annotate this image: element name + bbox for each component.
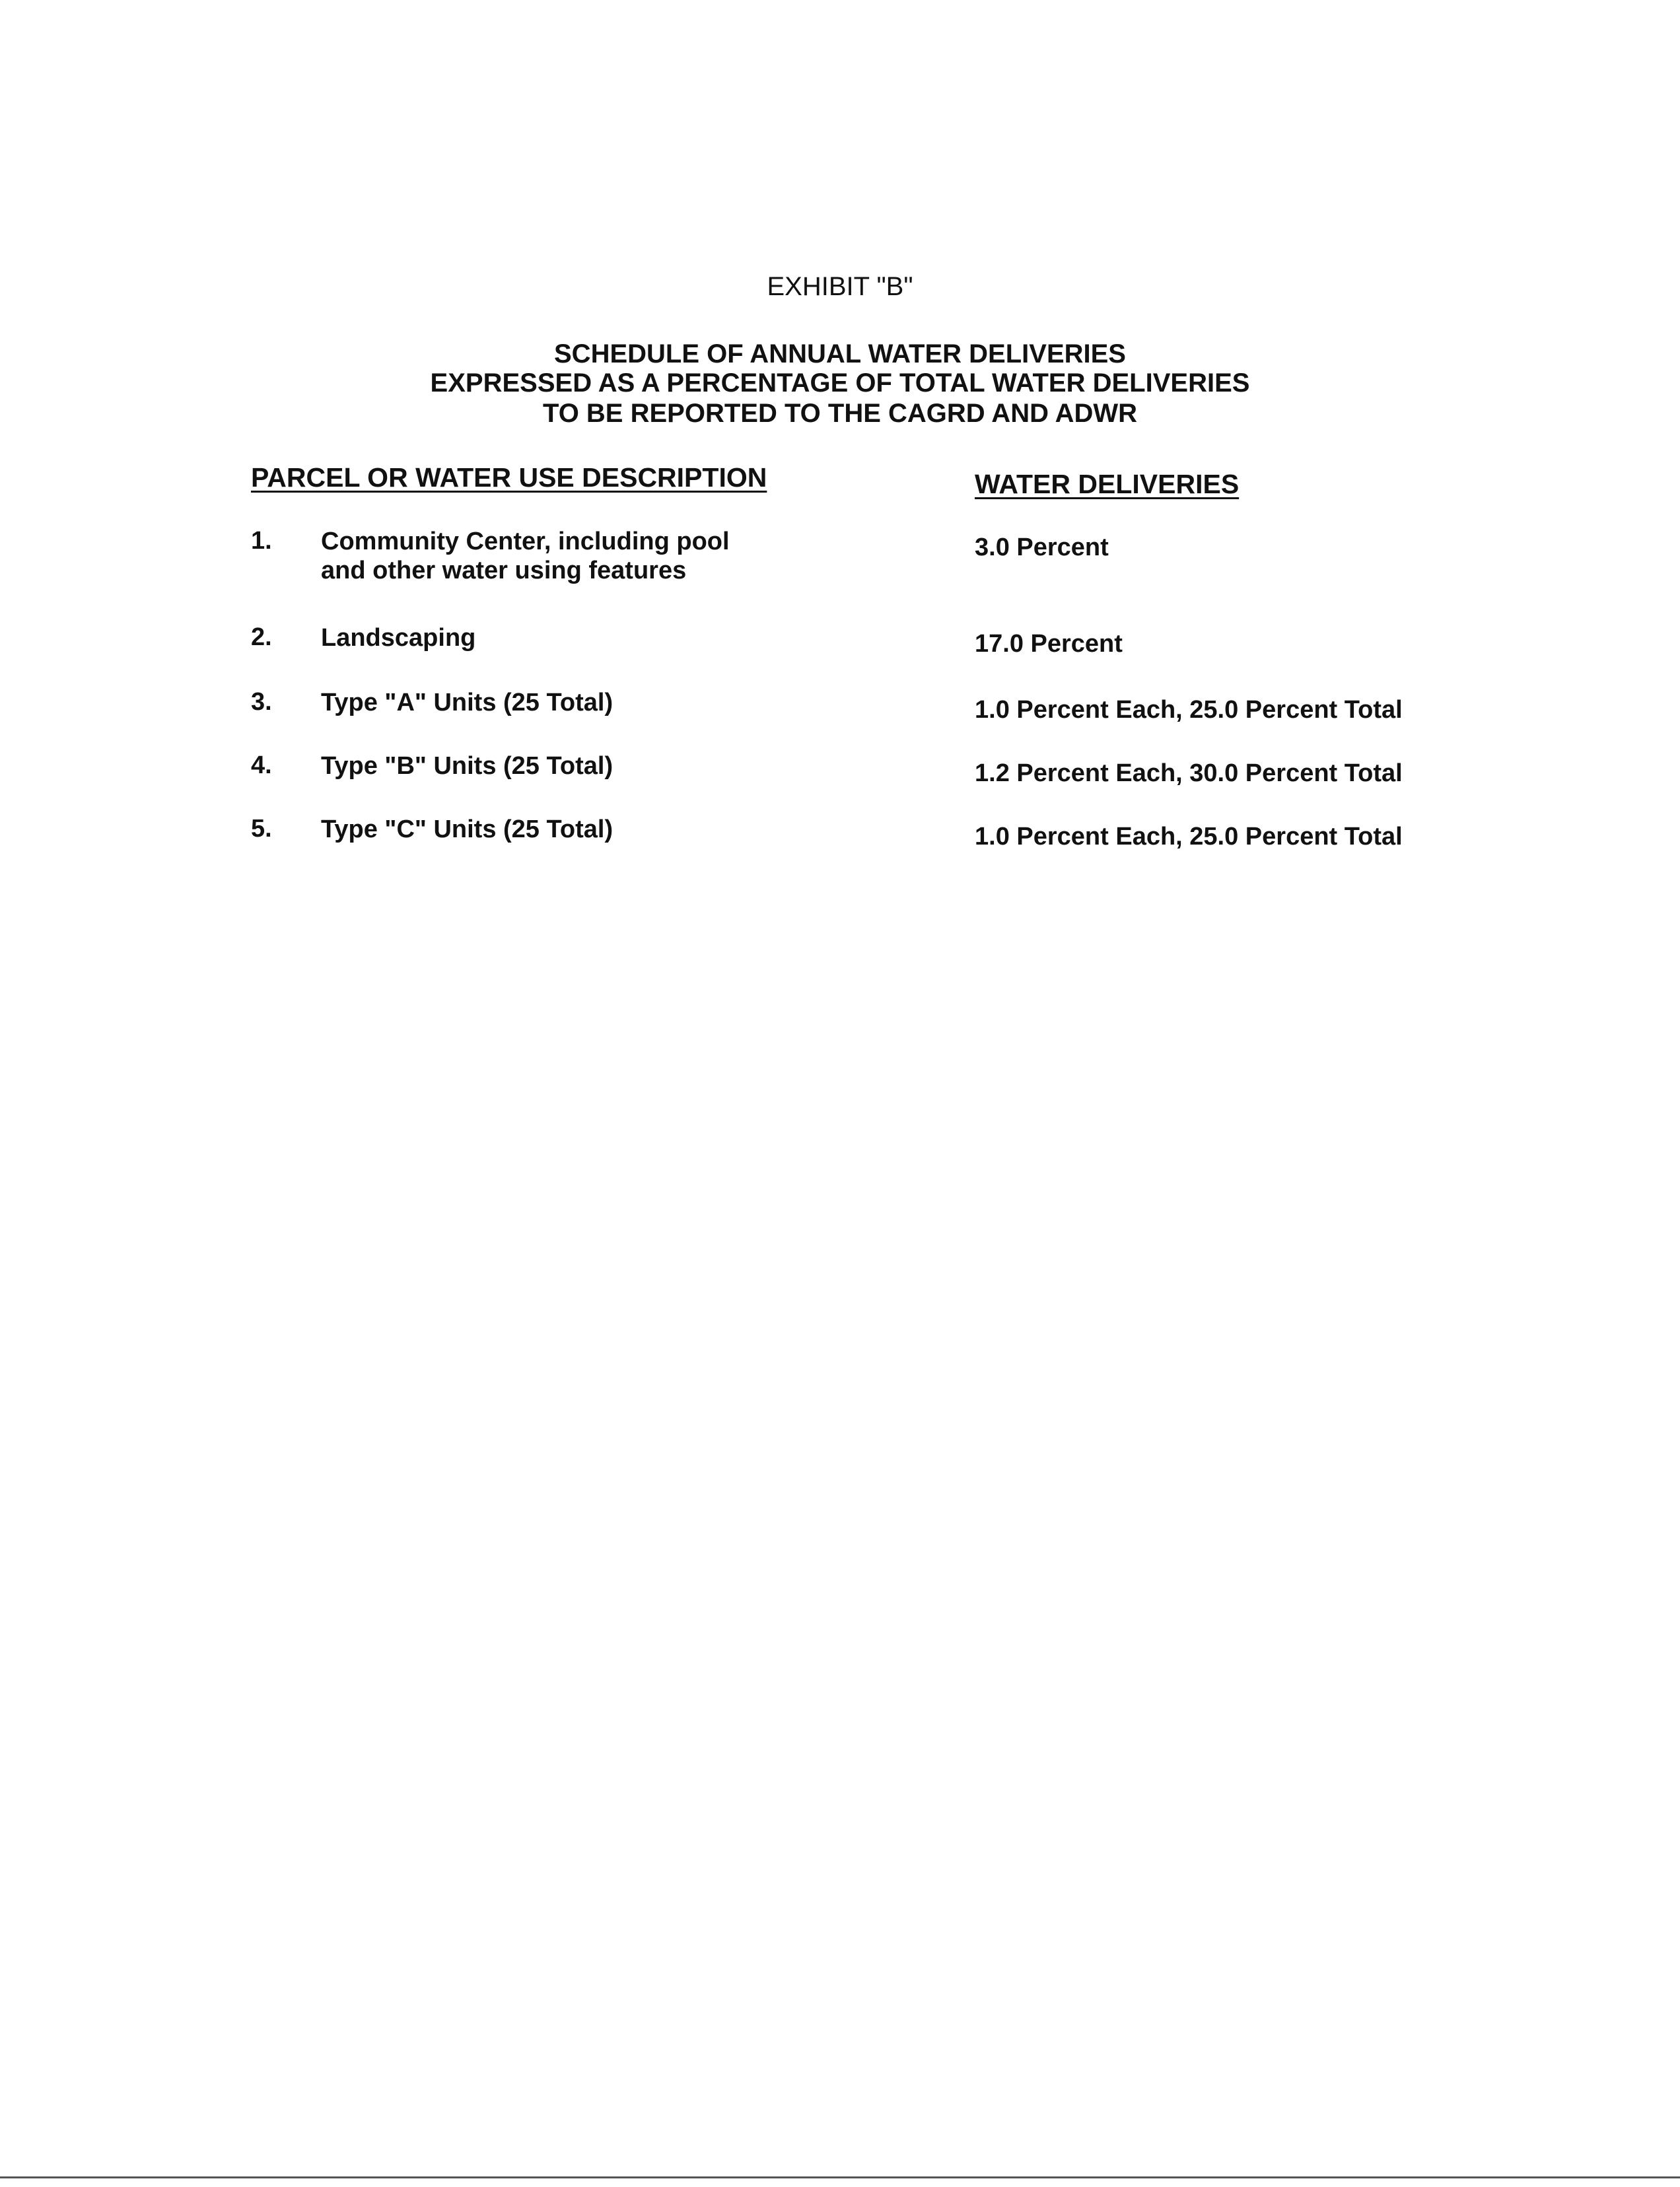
row-number: 1. [251, 527, 272, 555]
row-value: 1.2 Percent Each, 30.0 Percent Total [975, 759, 1403, 787]
row-number: 2. [251, 623, 272, 651]
column-header-water-deliveries: WATER DELIVERIES [975, 469, 1240, 499]
row-description [321, 815, 783, 844]
row-description-line: Type "A" Units (25 Total) [321, 689, 613, 716]
row-value: 3.0 Percent [975, 534, 1109, 561]
row-number: 3. [251, 688, 272, 716]
row-description-line: Landscaping [321, 624, 476, 652]
subtitle-line-3: TO BE REPORTED TO THE CAGRD AND ADWR [542, 399, 1138, 428]
column-header-description: PARCEL OR WATER USE DESCRIPTION [251, 462, 767, 493]
row-description [321, 527, 783, 585]
exhibit-title: EXHIBIT "B" [767, 272, 913, 301]
subtitle-line-2: EXPRESSED AS A PERCENTAGE OF TOTAL WATER DELIVERIES [430, 368, 1250, 398]
row-description-line: Community Center, including pool [321, 528, 730, 555]
row-value: 17.0 Percent [975, 630, 1123, 658]
subtitle-line-1: SCHEDULE OF ANNUAL WATER DELIVERIES [554, 339, 1126, 368]
row-description [321, 751, 783, 781]
row-description-line: and other water using features [321, 557, 687, 584]
row-value: 1.0 Percent Each, 25.0 Percent Total [975, 696, 1403, 724]
row-value: 1.0 Percent Each, 25.0 Percent Total [975, 823, 1403, 850]
row-description-line: Type "B" Units (25 Total) [321, 752, 613, 780]
row-description [321, 623, 783, 652]
row-description [321, 688, 783, 717]
bottom-scan-edge-line [0, 2176, 1680, 2178]
row-number: 5. [251, 815, 272, 843]
row-number: 4. [251, 751, 272, 779]
row-description-line: Type "C" Units (25 Total) [321, 816, 613, 843]
